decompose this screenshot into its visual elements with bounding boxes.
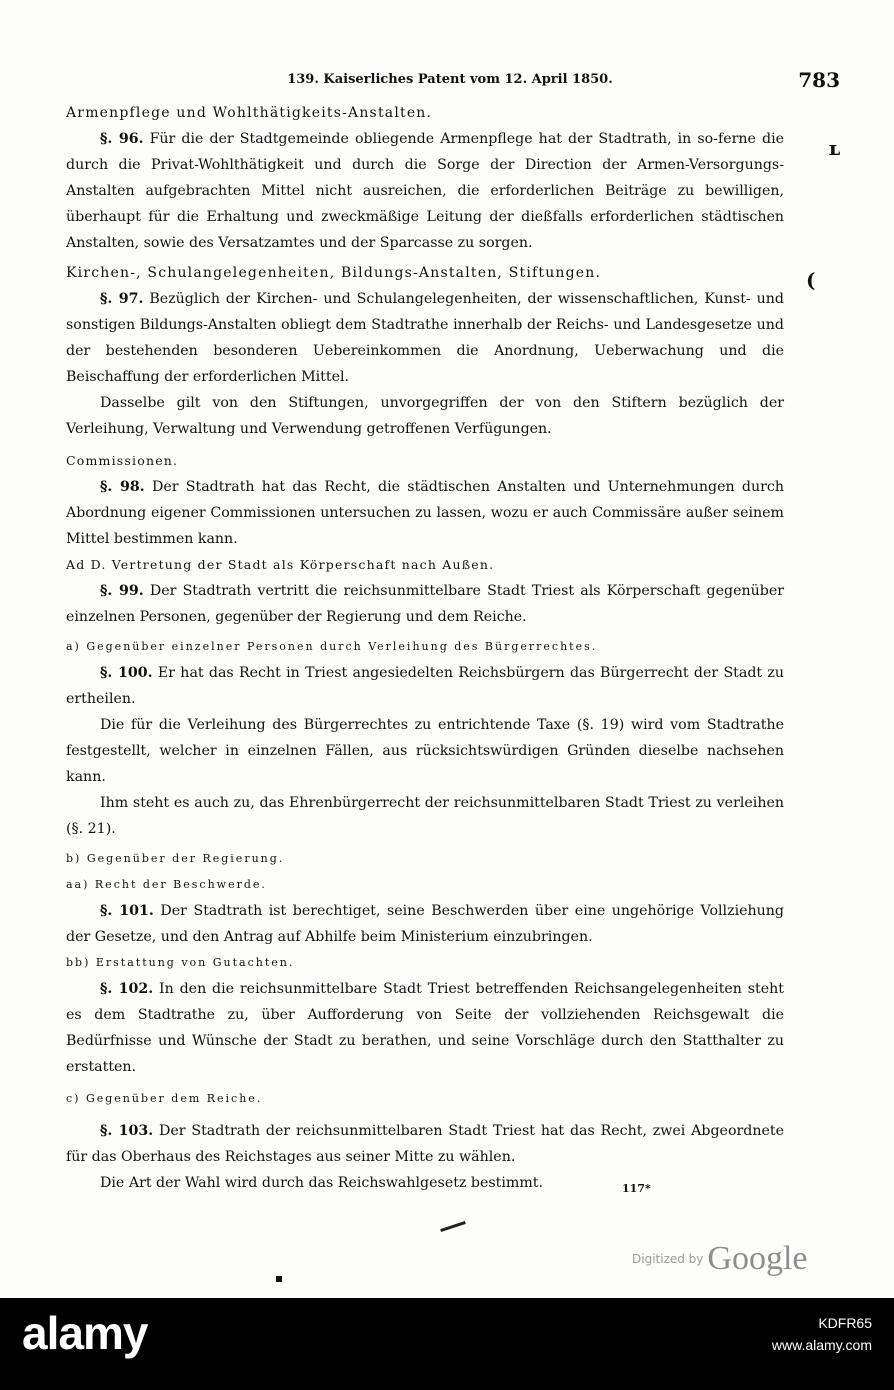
paragraph-96: [66, 126, 784, 256]
alamy-logo: alamy: [22, 1307, 148, 1359]
paragraph-99: [66, 578, 784, 630]
margin-annotation-mark: (: [806, 268, 816, 292]
heading-armenpflege: Armenpflege und Wohlthätigkeits-Anstalten.: [66, 105, 433, 121]
section-number: §. 99.: [100, 583, 144, 599]
site-url: www.alamy.com: [771, 1337, 872, 1353]
ink-stroke: [440, 1221, 466, 1232]
section-number: §. 102.: [100, 981, 154, 997]
section-number: §. 97.: [100, 291, 144, 307]
paragraph-97-continued: Dasselbe gilt von den Stiftungen, unvorgegriffen der von den Stiftern bezüglich der Verleihung, Verwaltung und Verwendung getroffenen Verfügungen.: [66, 395, 784, 437]
paragraph-97: [66, 286, 784, 390]
paragraph-101: [66, 898, 784, 950]
ink-dot: [276, 1276, 282, 1282]
heading-gutachten: bb) Erstattung von Gutachten.: [66, 956, 295, 969]
heading-commissionen: Commissionen.: [66, 453, 179, 468]
heading-beschwerde: aa) Recht der Beschwerde.: [66, 878, 267, 891]
running-title: 139. Kaiserliches Patent vom 12. April 1850.: [287, 72, 613, 87]
digitized-prefix: Digitized by: [632, 1252, 704, 1266]
document-body: [66, 100, 784, 1196]
image-credit: [772, 1312, 872, 1356]
paragraph-text: Der Stadtrath ist berechtiget, seine Beschwerden über eine ungehörige Vollziehung der Gesetze, und den Antrag auf Abhilfe beim Ministerium einzubringen.: [66, 903, 784, 945]
margin-annotation-mark: ʟ: [828, 136, 841, 160]
section-number: §. 100.: [100, 665, 153, 681]
paragraph-text: In den die reichsunmittelbare Stadt Triest betreffenden Reichsangelegenheiten steht es dem Stadtrathe zu, über Aufforderung von Seite der vollziehenden Reichsgewalt die Bedürfnisse und Wünsche der Stadt zu berathen, und seine Vorschläge durch den Statthalter zu erstatten.: [66, 981, 784, 1075]
paragraph-text: Der Stadtrath hat das Recht, die städtischen Anstalten und Unternehmungen durch Abordnung eigener Commissionen untersuchen zu lassen, wozu er auch Commissäre außer seinem Mittel bestimmen kann.: [66, 479, 785, 547]
digitized-by-watermark: [632, 1240, 808, 1278]
paragraph-text: Bezüglich der Kirchen- und Schulangelegenheiten, der wissenschaftlichen, Kunst- und sonstigen Bildungs-Anstalten obliegt dem Stadtrathe innerhalb der Reichs- und Landesgesetze und der bestehenden besonderen Uebereinkommen die Anordnung, Ueberwachung und die Beischaffung der erforderlichen Mittel.: [66, 291, 784, 385]
paragraph-103: [66, 1118, 784, 1170]
page-number: 783: [798, 68, 840, 92]
section-number: §. 103.: [100, 1123, 154, 1139]
heading-kirchen: Kirchen-, Schulangelegenheiten, Bildungs-Anstalten, Stiftungen.: [66, 265, 602, 281]
paragraph-100: [66, 660, 784, 712]
paragraph-text: Er hat das Recht in Triest angesiedelten Reichsbürgern das Bürgerrecht der Stadt zu ertheilen.: [66, 665, 784, 707]
heading-personen: a) Gegenüber einzelner Personen durch Verleihung des Bürgerrechtes.: [66, 640, 598, 653]
paragraph-100-continued-2: Ihm steht es auch zu, das Ehrenbürgerrecht der reichsunmittelbaren Stadt Triest zu verleihen (§. 21).: [66, 795, 784, 837]
paragraph-98: [66, 474, 784, 552]
page-header: [60, 68, 840, 98]
stock-photo-footer: [0, 1298, 894, 1390]
paragraph-text: Der Stadtrath der reichsunmittelbaren Stadt Triest hat das Recht, zwei Abgeordnete für das Oberhaus des Reichstages aus seiner Mitte zu wählen.: [66, 1123, 784, 1165]
paragraph-103-continued: Die Art der Wahl wird durch das Reichswahlgesetz bestimmt.: [100, 1175, 544, 1191]
paragraph-102: [66, 976, 784, 1080]
paragraph-text: Der Stadtrath vertritt die reichsunmittelbare Stadt Triest als Körperschaft gegenüber einzelnen Personen, gegenüber der Regierung und dem Reiche.: [66, 583, 784, 625]
section-number: §. 101.: [100, 903, 154, 919]
paragraph-100-continued: Die für die Verleihung des Bürgerrechtes zu entrichtende Taxe (§. 19) wird vom Stadtrathe festgestellt, welcher in einzelnen Fällen, aus rücksichtswürdigen Gründen dieselbe nachsehen kann.: [66, 717, 784, 785]
heading-vertretung: Ad D. Vertretung der Stadt als Körperschaft nach Außen.: [66, 557, 495, 572]
heading-regierung: b) Gegenüber der Regierung.: [66, 852, 285, 865]
image-id: KDFR65: [818, 1315, 872, 1331]
section-number: §. 98.: [100, 479, 145, 495]
section-number: §. 96.: [100, 131, 144, 147]
heading-reiche: c) Gegenüber dem Reiche.: [66, 1092, 263, 1105]
paragraph-text: Für die der Stadtgemeinde obliegende Armenpflege hat der Stadtrath, in so-ferne die durch die Privat-Wohlthätigkeit und durch die Sorge der Direction der Armen-Versorgungs-Anstalten aufgebrachten Mittel nicht ausreichen, die erforderlichen Beiträge zu bewilligen, überhaupt für die Erhaltung und zweckmäßige Leitung der dießfalls erforderlichen städtischen Anstalten, sowie des Versatzamtes und der Sparcasse zu sorgen.: [66, 131, 785, 251]
signature-mark: 117*: [622, 1182, 651, 1195]
google-wordmark: Google: [707, 1240, 808, 1277]
